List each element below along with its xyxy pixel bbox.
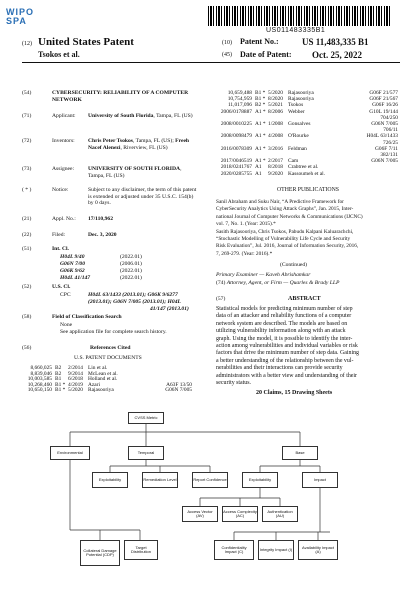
abstract-line: graph. Using the model, it is possible to identify the inter-: [216, 335, 353, 342]
abstract-line: administrators with a better view and understanding of their: [216, 372, 358, 379]
document-title: United States Patent: [38, 36, 134, 48]
f58-num: (58): [22, 314, 32, 320]
reference-name: Rajasooriya: [288, 96, 314, 103]
abstract-line: a better understanding of the relationship between the vul-: [216, 357, 354, 364]
reference-no: 2018/0241767: [220, 164, 252, 171]
reference-no: 10,650,150: [27, 387, 52, 394]
primary-examiner-name: — Kaveh Abrishamkar: [257, 272, 311, 278]
f22-num: (22): [22, 232, 32, 238]
notice-num: ( * ): [22, 187, 32, 193]
reference-cls: G10L 19/144: [369, 108, 398, 115]
publication-line: “Stochastic Modelling of Vulnerability Life Cycle and Security: [216, 236, 351, 242]
assignee-name: UNIVERSITY OF SOUTH FLORIDA: [88, 166, 181, 172]
f51-label: Int. Cl.: [52, 246, 69, 252]
reference-date: 2/2014: [68, 365, 83, 371]
abstract-num: (57): [216, 296, 226, 302]
reference-name: Feldman: [288, 145, 307, 152]
patent-no-label: Patent No.:: [240, 37, 279, 46]
logo-line-2: SPA: [6, 16, 27, 26]
reference-date: 9/2014: [68, 370, 83, 377]
int-class-1: H04L 9/40: [60, 254, 85, 260]
reference-date: 6/2018: [68, 376, 83, 383]
reference-date: 2/2017: [268, 158, 283, 165]
reference-kind: B1: [55, 376, 62, 383]
f73-label: Assignee:: [52, 166, 75, 172]
publication-line: Sanil Abraham and Suku Nair, “A Predictive Framework for: [216, 199, 344, 205]
application-number: 17/110,962: [88, 216, 114, 222]
node-temporal: Temporal: [128, 446, 164, 460]
node-confidentiality-impact: Confidentiality Impact (C): [214, 540, 254, 560]
node-access-complexity: Access Complexity (AC): [222, 506, 258, 522]
filed-date: Dec. 3, 2020: [88, 232, 117, 238]
reference-name: Rajasooriya: [288, 90, 314, 96]
reference-no: 2006/0178887: [220, 108, 252, 115]
f73-num: (73): [22, 166, 32, 172]
f72-num: (72): [22, 138, 32, 144]
reference-cls: G06N 7/005: [371, 121, 398, 127]
node-access-vector: Access Vector (AV): [182, 506, 218, 522]
node-availability-impact: Availability Impact (A): [298, 540, 338, 560]
reference-cls: G06F 21/567: [369, 96, 398, 103]
other-pubs-title: OTHER PUBLICATIONS: [277, 187, 339, 193]
publication-line: Sasith Rajasooriya, Chris Tsokos, Pabudu Kalpani Kaluarachchi,: [216, 228, 354, 235]
f21-num: (21): [22, 216, 32, 222]
int-class-3-year: (2022.01): [120, 268, 142, 274]
reference-name: Gonsalves: [288, 121, 311, 127]
patent-date: Oct. 25, 2022: [312, 50, 362, 60]
reference-kind: A1 *: [255, 158, 266, 165]
f71-num: (71): [22, 113, 32, 119]
node-exploitability-base: Exploitability: [242, 472, 278, 488]
reference-kind: B1 *: [255, 96, 266, 103]
publication-line: Risk Evaluation”, Jul. 2016, Journal of Information Security, 2016,: [216, 243, 359, 250]
node-integrity-impact: Integrity Impact (I): [258, 540, 294, 560]
inventor-short: Tsokos et al.: [38, 50, 80, 59]
reference-no: 2020/0285755: [220, 170, 252, 177]
reference-cls: G06N 7/005: [165, 387, 192, 394]
abstract-line: nerabilities and their interactions can provide security: [216, 365, 343, 372]
node-collateral-damage: Collateral Damage Potential (CDP): [80, 540, 120, 566]
f51-num: (51): [22, 246, 32, 252]
f58-line-1: None: [60, 322, 73, 328]
reference-date: 4/2008: [268, 133, 283, 140]
reference-name: Azari: [88, 381, 100, 388]
abstract-line: factors that drive the minimum number of step data. Gaining: [216, 350, 359, 357]
reference-kind: A1 *: [255, 108, 266, 115]
patent-number: US 11,483,335 B1: [302, 37, 369, 47]
reference-name: Cam: [288, 158, 299, 165]
node-exploitability-temporal: Exploitability: [92, 472, 128, 488]
reference-cls: G06N 7/005: [371, 158, 398, 165]
assignee-location: , Tampa, FL (US): [88, 166, 182, 179]
reference-no: 2008/0098479: [220, 133, 252, 140]
node-cvss-metric: CVSS Metric: [128, 412, 164, 424]
f54-num: (54): [22, 90, 32, 96]
cpc-label: CPC: [60, 292, 71, 298]
notice-text: Subject to any disclaimer, the term of this patent is extended or adjusted under 35 U.S.C. 154(b) by 0 days.: [88, 187, 197, 207]
cpc-line-2: (2013.01); G06N 7/005 (2013.01); H04L: [88, 299, 181, 305]
int-class-3: G06K 9/62: [60, 268, 85, 274]
reference-no: 2016/0078309: [220, 145, 252, 152]
f56-label: References Cited: [90, 345, 131, 351]
header-code-12: (12): [22, 41, 32, 47]
reference-name: Kassoumeh et al.: [288, 170, 325, 177]
reference-date: 5/2020: [268, 90, 283, 96]
abstract-line: security status.: [216, 380, 252, 386]
claims-summary: 20 Claims, 15 Drawing Sheets: [256, 390, 333, 396]
abstract-line: network system are described. The models are based on: [216, 320, 348, 327]
f56-num: (56): [22, 345, 32, 351]
reference-cls: 382/131: [380, 152, 398, 158]
inventor-1: Chris Peter Tsokos: [88, 138, 133, 144]
reference-cls: H04L 63/1433: [366, 133, 398, 140]
reference-cls: G06F 16/26: [372, 102, 398, 109]
publication-line: national Journal of Computer Networks & Communications (IJCNC): [216, 213, 363, 220]
barcode-number: US011483335B1: [266, 27, 326, 34]
applicant-location: , Tampa, FL (US): [153, 113, 193, 119]
reference-kind: B1 *: [55, 387, 66, 394]
logo-line-1: WIPO: [6, 7, 34, 17]
node-authentication: Authentication (AU): [262, 506, 298, 522]
reference-kind: B2: [55, 365, 62, 371]
reference-name: Crabtree et al.: [288, 164, 319, 171]
continued-note: (Continued): [280, 262, 308, 268]
reference-date: 3/2016: [268, 145, 283, 152]
reference-cls: G06F 7/11: [374, 145, 398, 152]
reference-cls: 706/11: [383, 127, 398, 134]
f52-label: U.S. Cl.: [52, 284, 71, 290]
int-class-2: G06N 7/00: [60, 261, 86, 267]
reference-no: 10,659,488: [227, 90, 252, 96]
reference-date: 4/2019: [68, 381, 83, 388]
date-label: Date of Patent:: [240, 50, 292, 59]
int-class-1-year: (2022.01): [120, 254, 142, 260]
reference-kind: A1 *: [255, 121, 266, 127]
reference-name: Holland et al.: [88, 376, 118, 383]
reference-no: 2008/0010225: [220, 121, 252, 127]
reference-name: Webber: [288, 108, 305, 115]
node-impact: Impact: [302, 472, 338, 488]
int-class-2-year: (2006.01): [120, 261, 142, 267]
publication-line: 7, 269-279. (Year: 2016).*: [216, 250, 273, 257]
reference-kind: A1 *: [255, 145, 266, 152]
f71-label: Applicant:: [52, 113, 76, 119]
f72-label: Inventors:: [52, 138, 75, 144]
publication-line: CyberSecurity Analytics Using Attack Graphs”, Jan. 2015, Inter-: [216, 206, 354, 213]
reference-no: 2017/0046519: [220, 158, 252, 165]
abstract-line: data of an attacker and reliability functions of a computer: [216, 313, 352, 320]
reference-date: 8/2006: [268, 108, 283, 115]
reference-name: McLean et al.: [88, 370, 118, 377]
cpc-line-3: 41/147 (2013.01): [150, 306, 189, 312]
int-class-4: H04L 41/147: [60, 275, 91, 281]
reference-name: Rajasooriya: [88, 387, 114, 394]
f22-label: Filed:: [52, 232, 66, 238]
applicant-name: University of South Florida: [88, 113, 154, 119]
reference-date: 1/2008: [268, 121, 283, 127]
reference-cls: A63F 13/50: [166, 381, 192, 388]
reference-cls: 704/250: [380, 114, 398, 121]
attorney-name: — Quarles & Brady LLP: [281, 280, 340, 286]
node-environmental: Environmental: [50, 446, 90, 460]
attorney-num: (74): [216, 280, 226, 286]
reference-no: 8,660,025: [30, 365, 52, 371]
f58-line-2: See application file for complete search history.: [60, 329, 167, 335]
reference-kind: B1 *: [255, 90, 266, 96]
reference-date: 8/2018: [268, 164, 283, 171]
reference-date: 5/2021: [268, 102, 283, 109]
reference-name: Lin et al.: [88, 365, 108, 371]
f21-label: Appl. No.:: [52, 216, 76, 222]
f52-num: (52): [22, 284, 32, 290]
header-code-10: (10): [222, 40, 232, 46]
primary-examiner-label: Primary Examiner: [216, 272, 258, 278]
reference-kind: B2: [55, 370, 62, 377]
inventor-1-loc: , Tampa, FL (US);: [132, 138, 176, 144]
reference-kind: A1: [255, 170, 262, 177]
inventor-2: Freeh Nacef Alenezi: [88, 138, 190, 151]
node-target-distribution: Target Distribution: [124, 540, 158, 560]
node-report-confidence: Report Confidence: [192, 472, 228, 488]
node-base: Base: [282, 446, 318, 460]
notice-label: Notice:: [52, 187, 69, 193]
reference-no: 8,839,046: [30, 370, 52, 377]
reference-date: 5/2020: [68, 387, 83, 394]
header-code-45: (45): [222, 52, 232, 58]
abstract-line: utilizing vulnerability information along with an attack: [216, 328, 346, 335]
reference-no: 10,754,959: [227, 96, 252, 103]
reference-no: 10,268,460: [27, 381, 52, 388]
reference-cls: G06F 21/577: [369, 90, 398, 96]
reference-cls: 726/25: [383, 139, 398, 146]
publication-line: vol. 7, No. 1. (Year: 2015).*: [216, 221, 276, 228]
reference-kind: B2 *: [255, 102, 266, 109]
reference-no: 10,003,585: [27, 376, 52, 383]
us-docs-title: U.S. PATENT DOCUMENTS: [74, 355, 142, 361]
reference-kind: A1: [255, 164, 262, 171]
int-class-4-year: (2022.01): [120, 275, 142, 281]
reference-kind: A1 *: [255, 133, 266, 140]
node-remediation-level: Remediation Level: [142, 472, 178, 488]
f58-label: Field of Classification Search: [52, 314, 122, 320]
inventor-2-loc: , Riverview, FL (US): [120, 144, 168, 151]
attorney-label: Attorney, Agent, or Firm: [226, 280, 282, 286]
abstract-line: Statistical models for predicting minimum number of step: [216, 306, 353, 312]
cpc-line-1: H04L 63/1433 (2013.01); G06K 9/6277: [88, 292, 178, 298]
invention-title: CYBERSECURITY: RELIABILITY OF A COMPUTER NETWORK: [52, 90, 189, 103]
reference-name: O'Rourke: [288, 133, 309, 140]
reference-date: 8/2020: [268, 96, 283, 103]
reference-date: 9/2020: [268, 170, 283, 177]
abstract-title: ABSTRACT: [288, 296, 321, 302]
reference-kind: B1 *: [55, 381, 66, 388]
reference-no: 11,017,096: [227, 102, 252, 109]
reference-name: Tsokos: [288, 102, 304, 109]
abstract-line: action among vulnerabilities and individual variables or risk: [216, 343, 358, 349]
